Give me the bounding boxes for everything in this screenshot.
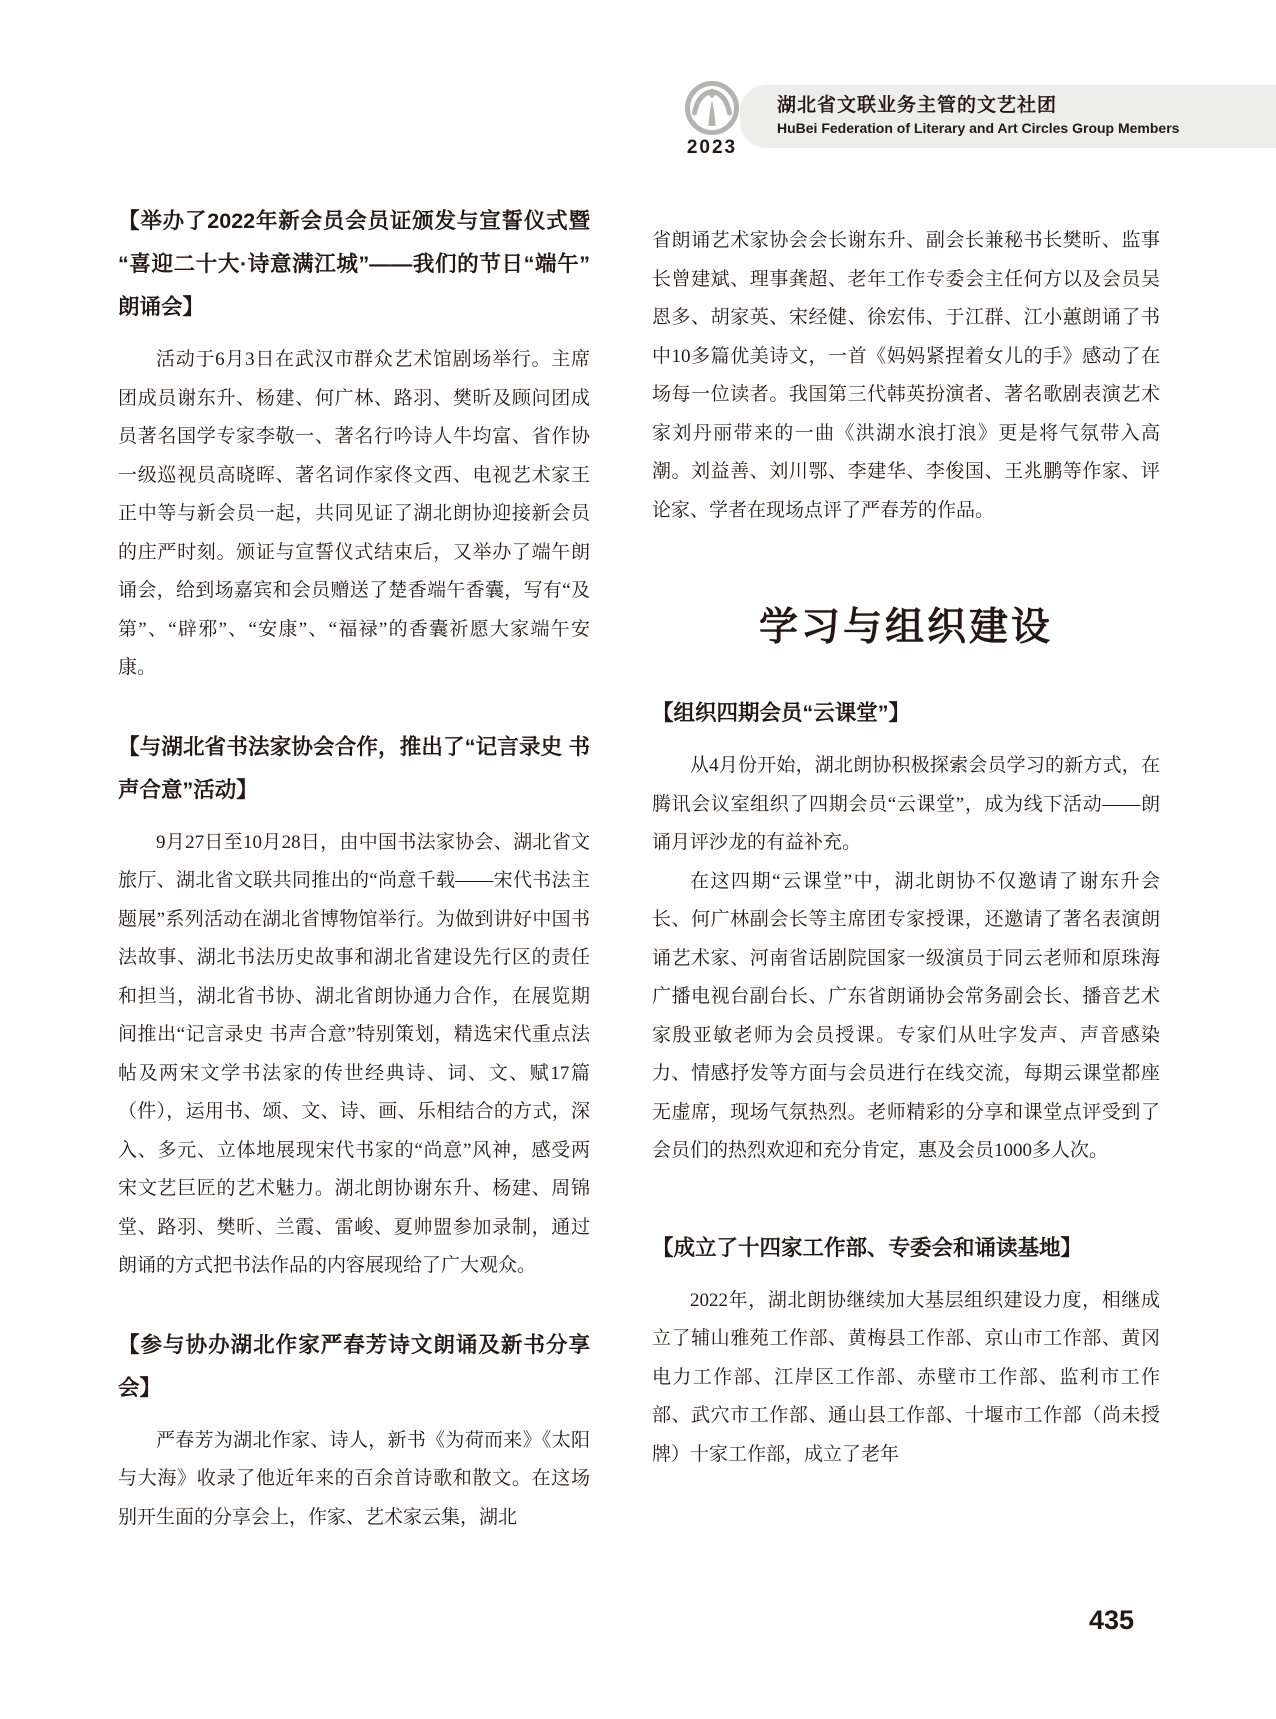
entry-heading: 【举办了2022年新会员会员证颁发与宣誓仪式暨“喜迎二十大·诗意满江城”——我们的节日“端午”朗诵会】 xyxy=(118,209,590,319)
entry-heading: 【组织四期会员“云课堂”】 xyxy=(652,701,911,725)
federation-logo-icon xyxy=(684,80,740,136)
banner-title-en: HuBei Federation of Literary and Art Circles Group Members xyxy=(777,120,1180,136)
entry-paragraph: 严春芳为湖北作家、诗人，新书《为荷而来》《太阳与大海》收录了他近年来的百余首诗歌和散文。在这场别开生面的分享会上，作家、艺术家云集，湖北 xyxy=(118,1429,590,1528)
entry-heading: 【与湖北省书法家协会合作，推出了“记言录史 书声合意”活动】 xyxy=(118,734,590,802)
left-column xyxy=(118,200,590,1537)
section-title: 学习与组织建设 xyxy=(758,606,1053,649)
entry-paragraph: 在这四期“云课堂”中，湖北朗协不仅邀请了谢东升会长、何广林副会长等主席团专家授课，还邀请了著名表演朗诵艺术家、河南省话剧院国家一级演员于同云老师和原珠海广播电视台副台长、广东省朗诵协会常务副会长、播音艺术家殷亚敏老师为会员授课。专家们从吐字发声、声音感染力、情感抒发等方面与会员进行在线交流，每期云课堂都座无虚席，现场气氛热烈。老师精彩的分享和课堂点评受到了会员们的热烈欢迎和充分肯定，惠及会员1000多人次。 xyxy=(652,870,1160,1161)
entry-paragraph: 活动于6月3日在武汉市群众艺术馆剧场举行。主席团成员谢东升、杨建、何广林、路羽、樊昕及顾问团成员著名国学专家李敬一、著名行吟诗人牛均富、省作协一级巡视员高晓晖、著名词作家佟文西、电视艺术家王正中等与新会员一起，共同见证了湖北朗协迎接新会员的庄严时刻。颁证与宣誓仪式结束后，又举办了端午朗诵会，给到场嘉宾和会员赠送了楚香端午香囊，写有“及第”、“辟邪”、“安康”、“福禄”的香囊祈愿大家端午安康。 xyxy=(118,349,590,678)
page-number: 435 xyxy=(1089,1605,1135,1635)
banner-title-zh: 湖北省文联业务主管的文艺社团 xyxy=(777,95,1058,116)
logo-year: 2023 xyxy=(686,137,738,158)
header-banner xyxy=(740,85,1276,148)
entry-paragraph: 9月27日至10月28日，由中国书法家协会、湖北省文旅厅、湖北省文联共同推出的“尚意千载——宋代书法主题展”系列活动在湖北省博物馆举行。为做到讲好中国书法故事、湖北书法历史故事和湖北省建设先行区的责任和担当，湖北省书协、湖北省朗协通力合作，在展览期间推出“记言录史 书声合意”特别策划，精选宋代重点法帖及两宋文学书法家的传世经典诗、词、文、赋17篇（件），运用书、颂、文、诗、画、乐相结合的方式，深入、多元、立体地展现宋代书家的“尚意”风神，感受两宋文艺巨匠的艺术魅力。湖北朗协谢东升、杨建、周锦堂、路羽、樊昕、兰霞、雷峻、夏帅盟参加录制，通过朗诵的方式把书法作品的内容展现给了广大观众。 xyxy=(118,831,590,1276)
entry-paragraph: 从4月份开始，湖北朗协积极探索会员学习的新方式，在腾讯会议室组织了四期会员“云课堂”，成为线下活动——朗诵月评沙龙的有益补充。 xyxy=(652,755,1160,853)
header-logo-block xyxy=(681,80,743,159)
entry-heading: 【成立了十四家工作部、专委会和诵读基地】 xyxy=(652,1235,1083,1260)
right-column xyxy=(652,200,1160,1474)
entry-paragraph: 2022年，湖北朗协继续加大基层组织建设力度，相继成立了辅山雅苑工作部、黄梅县工作部、京山市工作部、黄冈电力工作部、江岸区工作部、赤壁市工作部、监利市工作部、武穴市工作部、通山县工作部、十堰市工作部（尚未授牌）十家工作部，成立了老年 xyxy=(652,1289,1160,1465)
continuation-paragraph: 省朗诵艺术家协会会长谢东升、副会长兼秘书长樊昕、监事长曾建斌、理事龚超、老年工作专委会主任何方以及会员吴恩多、胡家英、宋经健、徐宏伟、于江群、江小蕙朗诵了书中10多篇优美诗文，一首《妈妈紧捏着女儿的手》感动了在场每一位读者。我国第三代韩英扮演者、著名歌剧表演艺术家刘丹丽带来的一曲《洪湖水浪打浪》更是将气氛带入高潮。刘益善、刘川鄂、李建华、李俊国、王兆鹏等作家、评论家、学者在现场点评了严春芳的作品。 xyxy=(652,230,1160,521)
entry-heading: 【参与协办湖北作家严春芳诗文朗诵及新书分享会】 xyxy=(118,1332,590,1400)
